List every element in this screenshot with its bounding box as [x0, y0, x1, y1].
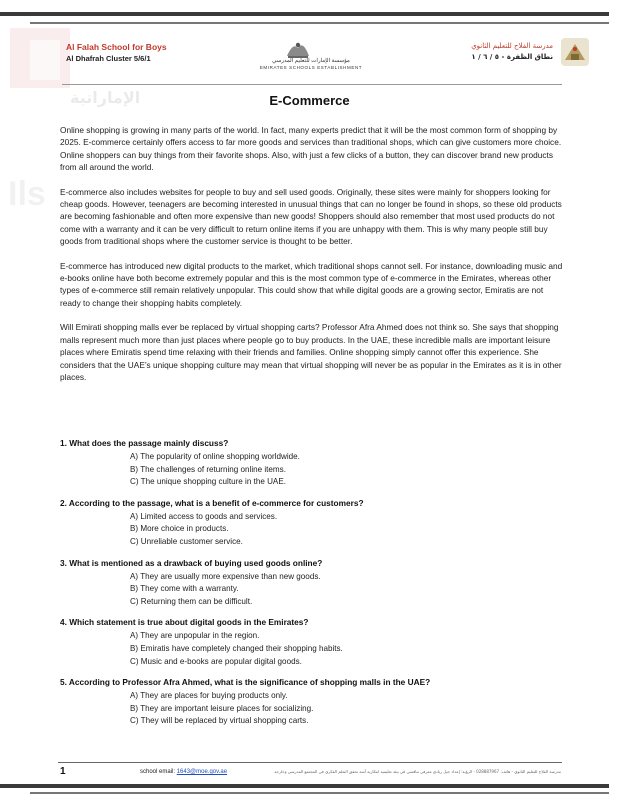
- question-3: [60, 557, 565, 609]
- answer-option-a: A) They are usually more expensive than new goods.: [130, 571, 321, 581]
- ese-emblem-icon: [285, 38, 311, 60]
- cluster-name-en: Al Dhafrah Cluster 5/6/1: [66, 54, 151, 63]
- email-label: school email:: [140, 769, 176, 775]
- question-text: 4. Which statement is true about digital goods in the Emirates?: [60, 617, 309, 628]
- top-border-bar: [0, 12, 609, 16]
- question-text: 3. What is mentioned as a drawback of buying used goods online?: [60, 557, 323, 568]
- question-5: [60, 676, 565, 728]
- watermark-text-large: Ils: [8, 175, 46, 213]
- question-text: 1. What does the passage mainly discuss?: [60, 438, 229, 448]
- question-1: [60, 437, 565, 489]
- school-name-ar: مدرسة الفلاح للتعليم الثانوي: [471, 42, 553, 50]
- answer-option-c: C) The unique shopping culture in the UAE.: [130, 477, 286, 487]
- ese-name-en: EMIRATES SCHOOLS ESTABLISHMENT: [259, 65, 363, 70]
- reading-passage: [60, 124, 565, 395]
- passage-paragraph-4: Will Emirati shopping malls ever be replaced by virtual shopping carts? Professor Afra Ahmed does not think so. She says that shopping malls represent much more than just places where people go to buy products. In the UAE, these incredible malls are important leisure places where Emiratis spend time relaxing with their friends and families. Online shopping simply cannot offer this experience. She considers that the UAE’s unique shopping culture may mean that virtual shopping will never be as popular in the Emirates as it is in other places.: [60, 322, 562, 382]
- question-list: [60, 437, 565, 736]
- footer-vision-ar: مدرسة الفلاح للتعليم الثانوي - هاتف: 028887967 - الرؤية: إعداد جيل ريادي معرفي تنافسي في بيئة تعليمية ابتكارية آمنة تحقق التعلم الفكري في المجتمع المدرسي وخارجه: [274, 769, 561, 774]
- answer-option-b: B) The challenges of returning online items.: [130, 464, 286, 474]
- question-text: 5. According to Professor Afra Ahmed, what is the significance of shopping malls in the UAE?: [60, 677, 431, 688]
- answer-option-a: A) They are places for buying products only.: [130, 691, 288, 701]
- bottom-border-thin-bar: [30, 792, 609, 794]
- document-header: [0, 30, 619, 90]
- bottom-border-bar: [0, 784, 609, 788]
- question-2: [60, 497, 565, 549]
- answer-option-c: C) Returning them can be difficult.: [130, 596, 253, 606]
- answer-option-b: B) They are important leisure places for socializing.: [130, 703, 314, 713]
- answer-option-a: A) They are unpopular in the region.: [130, 631, 260, 641]
- answer-option-b: B) They come with a warranty.: [130, 584, 239, 594]
- document-title: E-Commerce: [269, 93, 350, 108]
- answer-option-a: A) Limited access to goods and services.: [130, 511, 278, 521]
- answer-option-c: C) Unreliable customer service.: [130, 536, 243, 546]
- ese-name-ar: مؤسسة الإمارات للتعليم المدرسي: [272, 58, 350, 64]
- page-number: 1: [60, 766, 66, 777]
- email-link[interactable]: 1643@moe.gov.ae: [176, 769, 228, 775]
- passage-paragraph-2: E-commerce also includes websites for people to buy and sell used goods. Originally, these sites were mainly for shoppers looking for cheap goods. However, teenagers are becoming interested in unusual things that can no longer be found in shops, so these old products are becoming fashionable and often more expensive than new goods! Shoppers should also remember that most used products do not come with a warranty and it can be very difficult to return online items if you are unhappy with them. This is why many people still buy goods from traditional shops where the customer service is thought to be better.: [60, 186, 562, 247]
- answer-option-b: B) Emiratis have completely changed their shopping habits.: [130, 643, 343, 653]
- school-logo-icon: [559, 36, 591, 68]
- passage-paragraph-1: Online shopping is growing in many parts of the world. In fact, many experts predict that it will be the most common form of shopping by 2025. E-commerce certainly offers access to far more goods and services than traditional shops, which can give customers more choice. Online shoppers can buy things from their favorite shops. Also, with just a few clicks of a button, they can discover brand new products from all around the world.: [60, 125, 562, 173]
- answer-option-b: B) More choice in products.: [130, 524, 229, 534]
- answer-option-a: A) The popularity of online shopping worldwide.: [130, 452, 300, 461]
- footer-divider: [58, 762, 562, 763]
- top-border-thin-bar: [30, 22, 609, 24]
- watermark-text: الإماراتية: [70, 88, 141, 107]
- answer-option-c: C) Music and e-books are popular digital goods.: [130, 656, 302, 666]
- school-email: [140, 769, 227, 775]
- school-name-en: Al Falah School for Boys: [66, 42, 167, 52]
- cluster-name-ar: نطاق الظفرة - ٥ / ٦ / ١: [471, 53, 553, 61]
- question-text: 2. According to the passage, what is a benefit of e-commerce for customers?: [60, 497, 364, 508]
- answer-option-c: C) They will be replaced by virtual shopping carts.: [130, 716, 309, 726]
- passage-paragraph-3: E-commerce has introduced new digital products to the market, which traditional shops cannot sell. For instance, downloading music and e-books online have both become extremely popular and this is the most common type of e-commerce in the Emirates, whereas other types of e-commerce still remain relatively unpopular. This could show that while digital goods are a growing sector, Emiratis are not ready to change their shopping habits completely.: [60, 260, 563, 308]
- header-divider: [62, 84, 562, 85]
- question-4: [60, 616, 565, 668]
